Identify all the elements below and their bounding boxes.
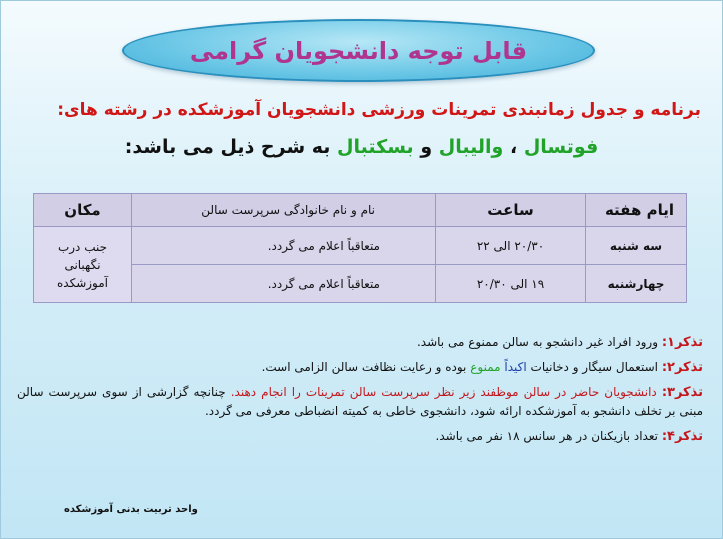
place-line: جنب درب bbox=[57, 239, 108, 254]
cell-time: ۱۹ الی ۲۰/۳۰ bbox=[436, 265, 586, 303]
note-text: چنانچه گزارشی از سوی سرپرست سالن مبنی بر تخلف دانشجو به آموزشکده ارائه شود، دانشجوی خاطی به کمیته انضباطی معرفی می گردد. bbox=[17, 385, 703, 418]
cell-supervisor: متعاقباً اعلام می گردد. bbox=[132, 265, 436, 303]
note-emphasis: ممنوع bbox=[470, 360, 501, 374]
notes-section bbox=[17, 333, 703, 452]
note-label: تذکر۴: bbox=[661, 429, 703, 444]
place-line: آموزشکده bbox=[56, 275, 109, 290]
cell-time: ۲۰/۳۰ الی ۲۲ bbox=[436, 227, 586, 265]
cell-supervisor: متعاقباً اعلام می گردد. bbox=[132, 227, 436, 265]
title-banner bbox=[122, 19, 595, 82]
place-line: نگهبانی bbox=[64, 257, 101, 272]
header-day: ایام هفته bbox=[586, 194, 687, 227]
cell-place bbox=[34, 227, 132, 303]
page-title: قابل توجه دانشجویان گرامی bbox=[189, 36, 528, 65]
header-place: مکان bbox=[34, 194, 132, 227]
schedule-table bbox=[33, 193, 687, 303]
note-emphasis: اکیداً bbox=[504, 360, 527, 374]
note-1 bbox=[17, 333, 703, 352]
intro-text: برنامه و جدول زمانبندی تمرینات ورزشی دانشجویان آموزشکده در رشته های: bbox=[57, 100, 701, 120]
note-text-red: دانشجویان حاضر در سالن موظفند زیر نظر سرپرست سالن تمرینات را انجام دهند. bbox=[230, 385, 657, 399]
sports-rest: به شرح ذیل می باشد: bbox=[124, 136, 331, 158]
table-row bbox=[34, 265, 687, 303]
note-text: استعمال سیگار و دخانیات bbox=[530, 360, 658, 374]
note-text: بوده و رعایت نظافت سالن الزامی است. bbox=[261, 360, 467, 374]
sports-line bbox=[0, 136, 723, 158]
cell-day: سه شنبه bbox=[586, 227, 687, 265]
note-3 bbox=[17, 383, 703, 421]
footer-signature: واحد تربیت بدنی آموزشکده bbox=[64, 504, 198, 515]
note-label: تذکر۱: bbox=[661, 335, 703, 350]
note-label: تذکر۲: bbox=[661, 360, 703, 375]
note-4 bbox=[17, 427, 703, 446]
note-text: تعداد بازیکنان در هر سانس ۱۸ نفر می باشد. bbox=[435, 429, 658, 443]
cell-day: چهارشنبه bbox=[586, 265, 687, 303]
separator: ، bbox=[509, 136, 518, 158]
table-row bbox=[34, 227, 687, 265]
header-time: ساعت bbox=[436, 194, 586, 227]
conjunction: و bbox=[420, 136, 433, 158]
table-header-row bbox=[34, 194, 687, 227]
sport-basketball: بسکتبال bbox=[337, 136, 414, 158]
sport-volleyball: والیبال bbox=[438, 136, 504, 158]
note-label: تذکر۳: bbox=[661, 385, 703, 400]
note-2 bbox=[17, 358, 703, 377]
sport-futsal: فوتسال bbox=[523, 136, 599, 158]
note-text: ورود افراد غیر دانشجو به سالن ممنوع می باشد. bbox=[416, 335, 658, 349]
header-supervisor: نام و نام خانوادگی سرپرست سالن bbox=[132, 194, 436, 227]
